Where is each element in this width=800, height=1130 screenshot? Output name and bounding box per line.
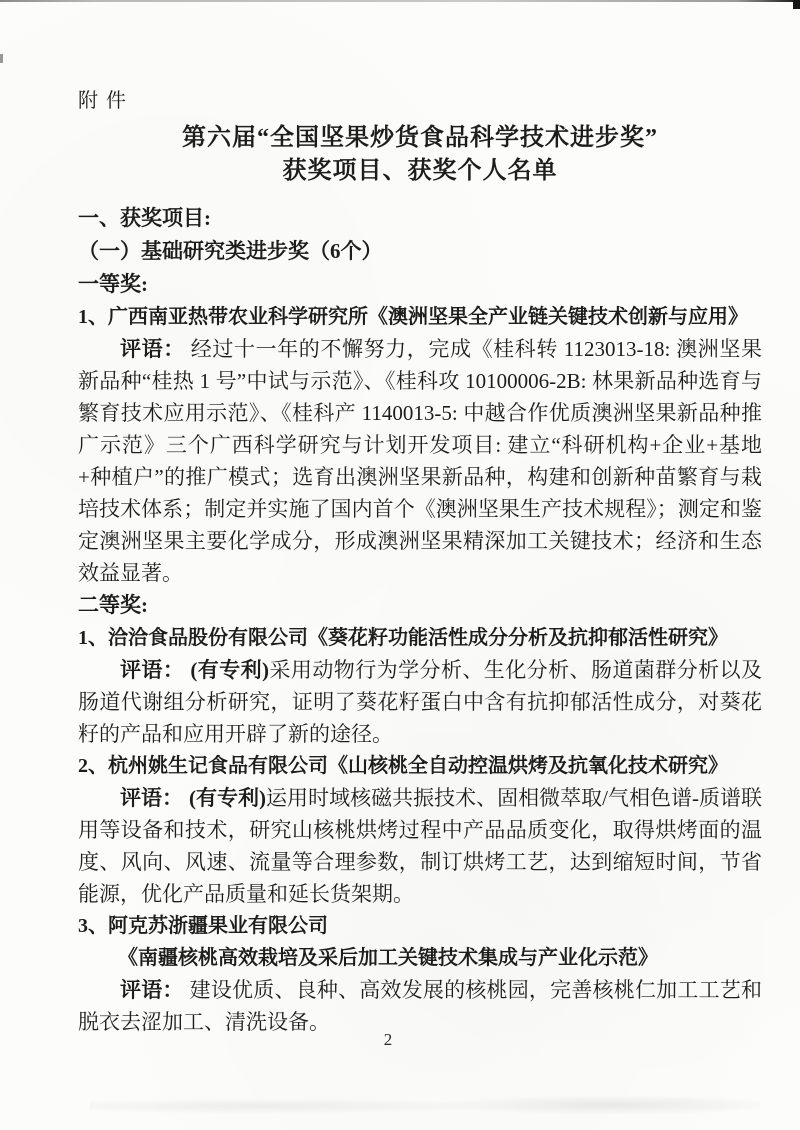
entry-title-3: 2、杭州姚生记食品有限公司《山核桃全自动控温烘烤及抗氧化技术研究》 bbox=[78, 755, 728, 777]
comment-label: 评语： bbox=[120, 978, 184, 1002]
scan-smudge bbox=[430, 1095, 760, 1115]
entry-comment-3 bbox=[78, 782, 762, 910]
grade-label-first-prize: 一等奖: bbox=[78, 272, 148, 296]
page-number: 2 bbox=[383, 1030, 393, 1049]
comment-text: 建设优质、良种、高效发展的核桃园，完善核桃仁加工工艺和脱衣去涩加工、清洗设备。 bbox=[78, 978, 763, 1034]
entry-comment-4 bbox=[78, 974, 762, 1038]
comment-label: 评语： bbox=[120, 786, 184, 810]
attachment-label: 附件 bbox=[78, 90, 134, 112]
entry-title-4: 3、阿克苏浙疆果业有限公司 bbox=[78, 915, 328, 937]
scan-smudge bbox=[90, 1098, 510, 1114]
document-title bbox=[78, 122, 762, 188]
grade-label-second-prize: 二等奖: bbox=[78, 593, 148, 617]
patent-note: (有专利) bbox=[189, 786, 267, 810]
comment-text: 采用动物行为学分析、生化分析、肠道菌群分析以及肠道代谢组分析研究，证明了葵花籽蛋白中含有抗抑郁活性成分，对葵花籽的产品和应用开辟了新的途径。 bbox=[78, 658, 763, 746]
entry-comment-1 bbox=[78, 333, 762, 589]
entry-title-2: 1、洽洽食品股份有限公司《葵花籽功能活性成分分析及抗抑郁活性研究》 bbox=[78, 627, 728, 649]
document-content bbox=[78, 0, 762, 1038]
patent-note: (有专利) bbox=[190, 658, 270, 682]
document-title-line1: 第六届“全国坚果炒货食品科学技术进步奖” bbox=[182, 125, 658, 151]
scan-edge-artifact-left bbox=[0, 54, 3, 63]
comment-label: 评语： bbox=[120, 658, 185, 682]
entry-subtitle-4: 《南疆核桃高效栽培及采后加工关键技术集成与产业化示范》 bbox=[118, 947, 658, 969]
document-title-line2: 获奖项目、获奖个人名单 bbox=[282, 158, 558, 184]
entry-title-1: 1、广西南亚热带农业科学研究所《澳洲坚果全产业链关键技术创新与应用》 bbox=[78, 306, 748, 328]
comment-text: 经过十一年的不懈努力，完成《桂科转 1123013-18: 澳洲坚果新品种“桂热 1 号”中试与示范》、《桂科攻 10100006-2B: 林果新品种选育与繁育技术应用示范》、《桂科产 1140013-5: 中越合作优质澳洲坚果新品种推广示范》三个广西科学研究与计划开发项目: 建立“科研机构+企业+基地+种植户”的推广模式；选育出澳洲坚果新品种，构建和创新种苗繁育与栽培技术体系；制定并实施了国内首个《澳洲坚果生产技术规程》；测定和鉴定澳洲坚果主要化学成分，形成澳洲坚果精深加工关键技术；经济和生态效益显著。 bbox=[78, 337, 763, 585]
subsection-heading: （一）基础研究类进步奖（6个） bbox=[78, 239, 383, 263]
comment-text: 运用时域核磁共振技术、固相微萃取/气相色谱-质谱联用等设备和技术，研究山核桃烘烤过程中产品品质变化，取得烘烤面的温度、风向、风速、流量等合理参数，制订烘烤工艺，达到缩短时间，节省能源，优化产品质量和延长货架期。 bbox=[78, 786, 763, 906]
section-heading: 一、获奖项目: bbox=[78, 206, 211, 230]
scan-corner-artifact bbox=[793, 0, 800, 9]
comment-label: 评语： bbox=[120, 337, 185, 361]
entry-comment-2 bbox=[78, 654, 762, 750]
